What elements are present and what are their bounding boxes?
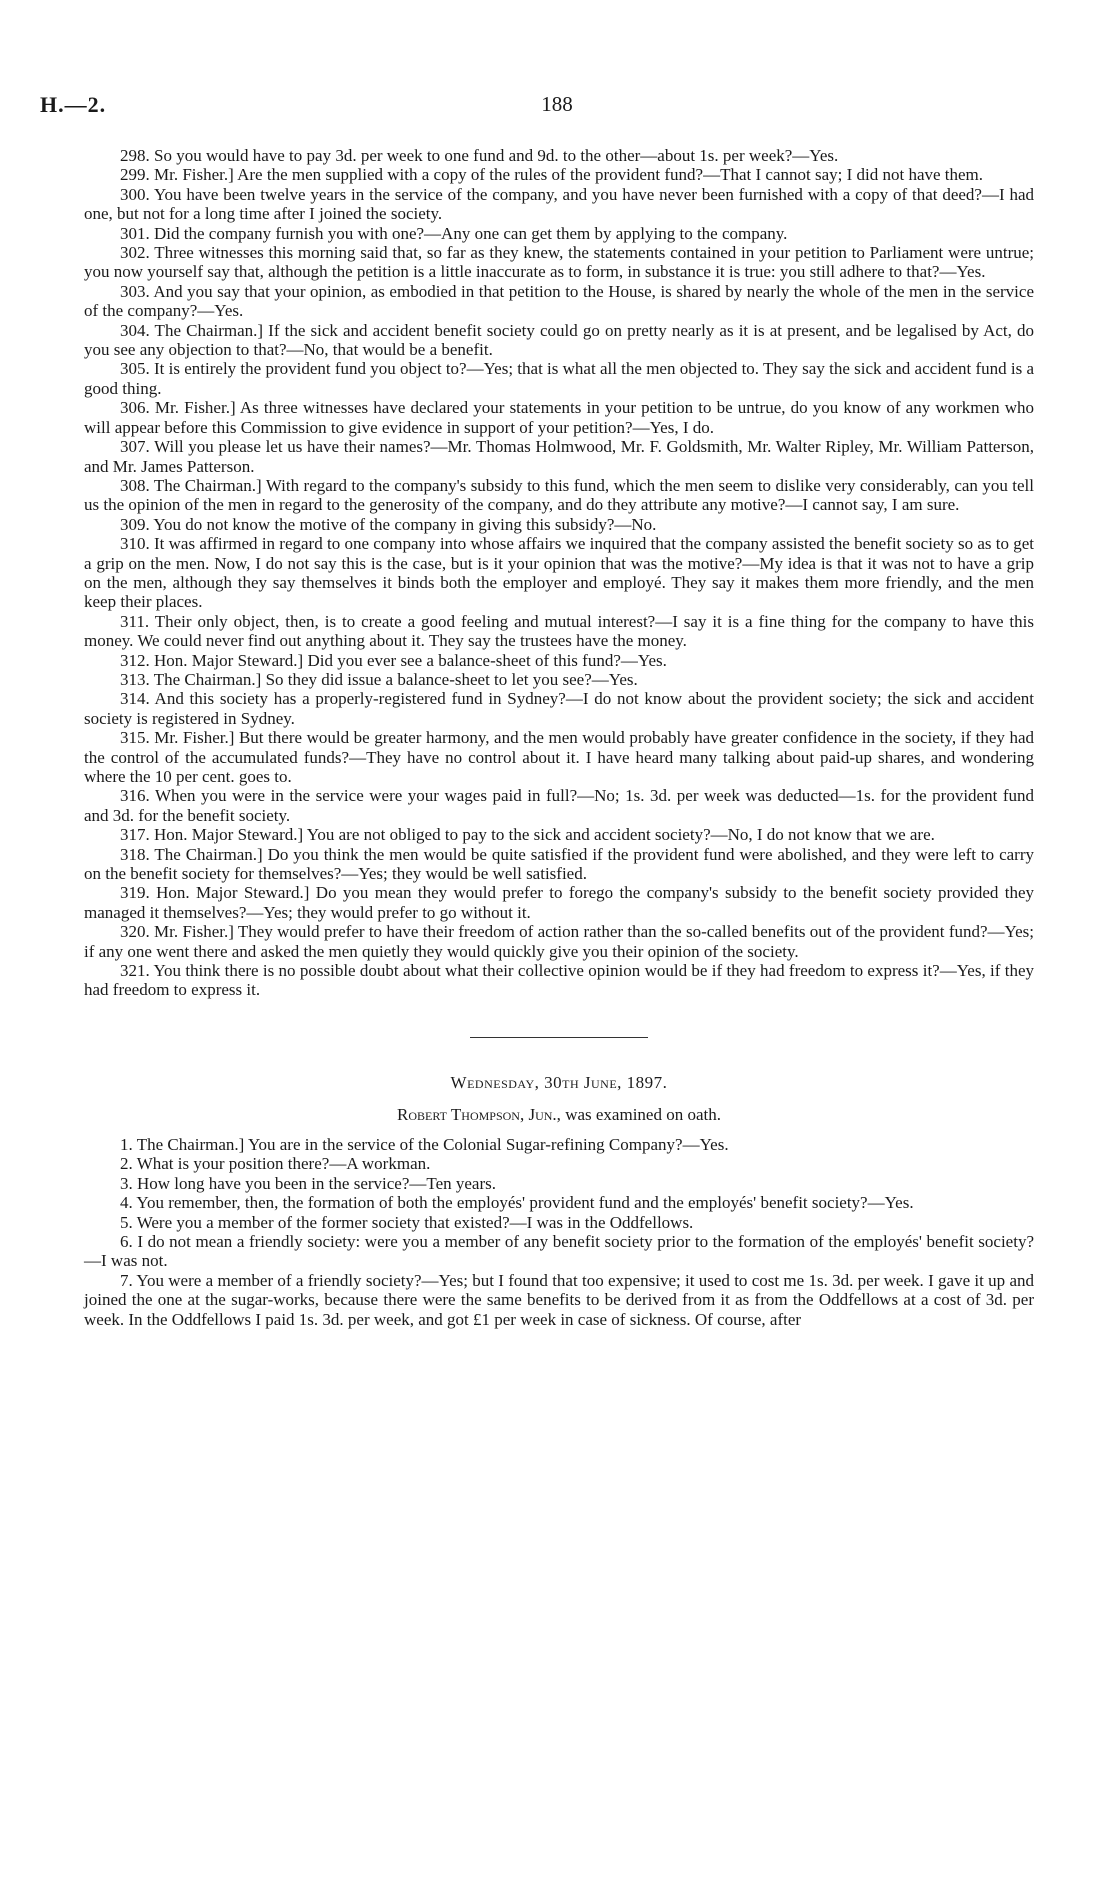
question-299: 299. Mr. Fisher.] Are the men supplied with a copy of the rules of the provident fund?—That I cannot say; I did not have them. [120, 165, 984, 185]
question-316: 316. When you were in the service were your wages paid in full?—No; 1s. 3d. per week was deducted—1s. for the provident fund and 3d. for the benefit society. [84, 786, 1034, 825]
question-318: 318. The Chairman.] Do you think the men would be quite satisfied if the provident fund were abolished, and they were left to carry on the benefit society for themselves?—Yes; they would be well satisfied. [84, 844, 1034, 884]
question-298: 298. So you would have to pay 3d. per week to one fund and 9d. to the other—about 1s. per week?—Yes. [120, 146, 839, 165]
question-320: 320. Mr. Fisher.] They would prefer to have their freedom of action rather than the so-called benefits out of the provident fund?—Yes; if any one went there and asked the men quietly they would quickly give you their opinion of the society. [84, 922, 1034, 961]
page-header [0, 92, 1114, 132]
page-number: 188 [541, 92, 573, 116]
question-305: 305. It is entirely the provident fund you object to?—Yes; that is what all the men objected to. They say the sick and accident fund is a good thing. [84, 359, 1034, 398]
question-2: 2. What is your position there?—A workman. [120, 1154, 431, 1174]
question-7: 7. You were a member of a friendly society?—Yes; but I found that too expensive; it used to cost me 1s. 3d. per week. I gave it up and joined the one at the sugar-works, because there were the same benefits to be derived from it as from the Oddfellows at a cost of 3d. per week. In the Oddfellows I paid 1s. 3d. per week, and got £1 per week in case of sickness. Of course, after [84, 1270, 1034, 1329]
document-code: H.—2. [40, 92, 107, 117]
question-306: 306. Mr. Fisher.] As three witnesses have declared your statements in your petition to be untrue, do you know of any workmen who will appear before this Commission to give evidence in support of your petition?—Yes, I do. [84, 398, 1034, 437]
witness-note: was examined on oath. [560, 1104, 721, 1124]
section-divider [470, 1037, 648, 1038]
question-302: 302. Three witnesses this morning said that, so far as they knew, the statements contained in your petition to Parliament were untrue; you now yourself say that, although the petition is a little inaccurate as to form, in substance it is true: you still adhere to that?—Yes. [84, 243, 1034, 282]
question-1: 1. The Chairman.] You are in the service of the Colonial Sugar-refining Company?—Yes. [120, 1134, 729, 1154]
question-308: 308. The Chairman.] With regard to the company's subsidy to this fund, which the men seem to dislike very considerably, can you tell us the opinion of the men in regard to the generosity of the company, and do they attribute any motive?—I cannot say, I am sure. [84, 475, 1034, 515]
question-4: 4. You remember, then, the formation of both the employés' provident fund and the employés' benefit society?—Yes. [120, 1193, 914, 1213]
session-date: Wednesday, 30th June, 1897. [450, 1072, 668, 1092]
question-310: 310. It was affirmed in regard to one company into whose affairs we inquired that the company assisted the benefit society so as to get a grip on the men. Now, I do not say this is the case, but is it your opinion that was the motive?—My idea is that it was not to have a grip on the men, although they say themselves it binds both the employer and employé. They say it makes them more friendly, and the men keep their places. [84, 534, 1034, 612]
question-3: 3. How long have you been in the service?—Ten years. [120, 1173, 496, 1193]
question-311: 311. Their only object, then, is to create a good feeling and mutual interest?—I say it is a fine thing for the company to have this money. We could never find out anything about it. They say the trustees have the money. [84, 611, 1034, 651]
question-5: 5. Were you a member of the former society that existed?—I was in the Oddfellows. [120, 1212, 694, 1232]
question-314: 314. And this society has a properly-registered fund in Sydney?—I do not know about the provident society; the sick and accident society is registered in Sydney. [84, 689, 1034, 728]
question-307: 307. Will you please let us have their names?—Mr. Thomas Holmwood, Mr. F. Goldsmith, Mr. Walter Ripley, Mr. William Patterson, and Mr. James Patterson. [84, 437, 1034, 476]
question-321: 321. You think there is no possible doubt about what their collective opinion would be if they had freedom to express it?—Yes, if they had freedom to express it. [84, 961, 1034, 1000]
question-313: 313. The Chairman.] So they did issue a balance-sheet to let you see?—Yes. [120, 669, 638, 689]
question-304: 304. The Chairman.] If the sick and accident benefit society could go on pretty nearly as it is at present, and be legalised by Act, do you see any objection to that?—No, that would be a benefit. [84, 320, 1034, 360]
question-309: 309. You do not know the motive of the company in giving this subsidy?—No. [120, 514, 657, 534]
question-303: 303. And you say that your opinion, as embodied in that petition to the House, is shared by nearly the whole of the men in the service of the company?—Yes. [84, 281, 1034, 321]
witness-heading [84, 1105, 1034, 1125]
question-312: 312. Hon. Major Steward.] Did you ever see a balance-sheet of this fund?—Yes. [120, 650, 667, 670]
question-6: 6. I do not mean a friendly society: were you a member of any benefit society prior to the formation of the employés' benefit society?—I was not. [84, 1231, 1034, 1271]
questions-part-1 [84, 146, 1034, 1000]
question-301: 301. Did the company furnish you with one?—Any one can get them by applying to the company. [120, 223, 788, 243]
question-300: 300. You have been twelve years in the service of the company, and you have never been furnished with a copy of that deed?—I had one, but not for a long time after I joined the society. [84, 184, 1034, 224]
question-315: 315. Mr. Fisher.] But there would be greater harmony, and the men would probably have greater confidence in the society, if they had the control of the accumulated funds?—They have no control about it. I have heard many talking about paid-up shares, and wondering where the 10 per cent. goes to. [84, 728, 1034, 786]
witness-name: Robert Thompson, Jun., [397, 1104, 561, 1124]
page-body [84, 146, 1034, 1329]
question-319: 319. Hon. Major Steward.] Do you mean they would prefer to forego the company's subsidy to the benefit society provided they managed it themselves?—Yes; they would prefer to go without it. [84, 883, 1034, 922]
questions-part-2 [84, 1135, 1034, 1329]
question-317: 317. Hon. Major Steward.] You are not obliged to pay to the sick and accident society?—No, I do not know that we are. [120, 825, 935, 845]
